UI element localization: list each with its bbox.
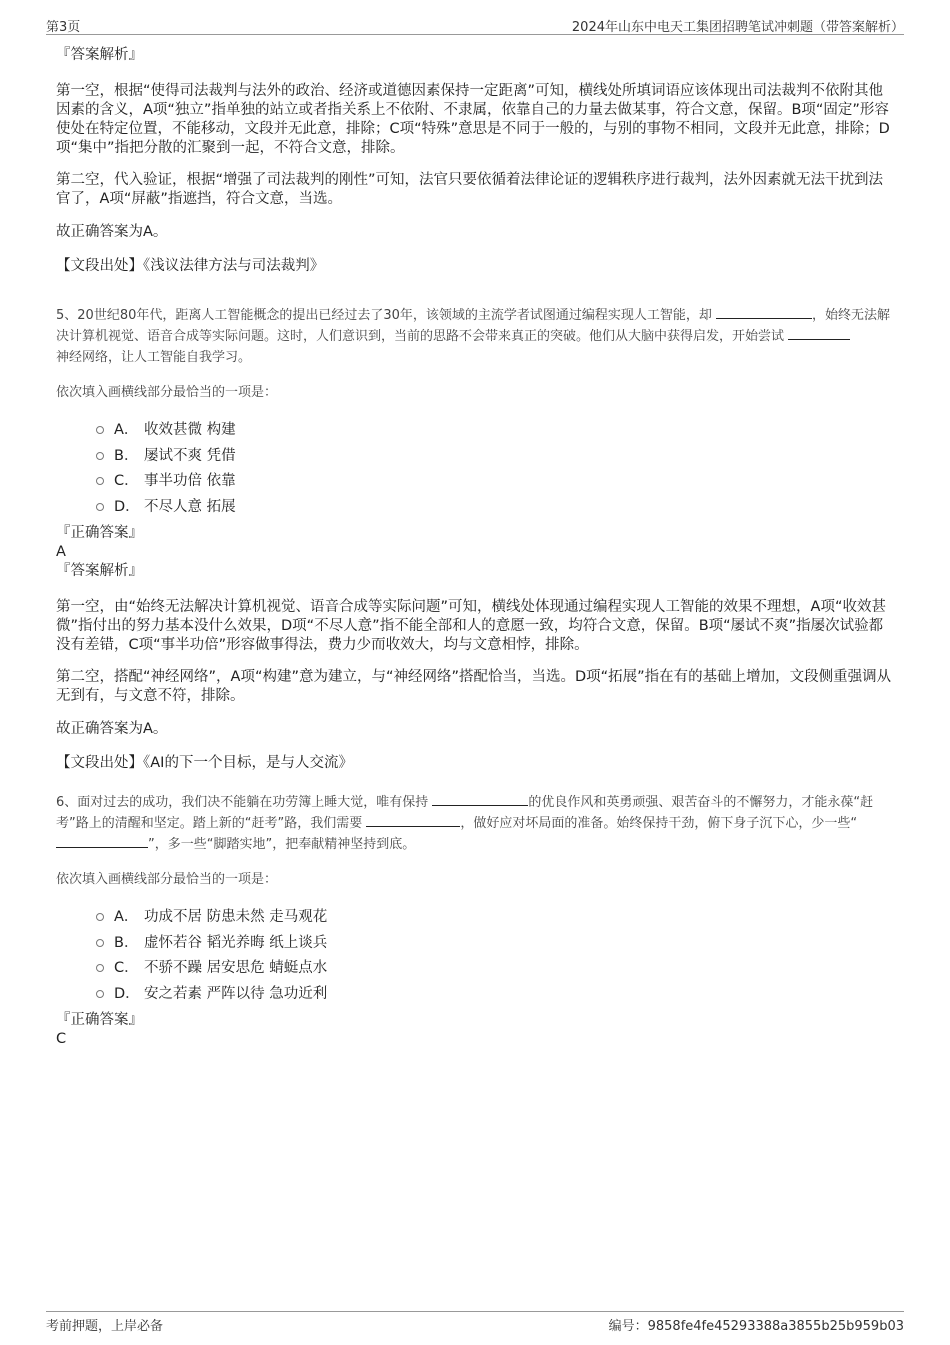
radio-icon[interactable] (96, 913, 104, 921)
options-list (96, 416, 892, 518)
option-d[interactable]: D． 不尽人意 拓展 (96, 493, 892, 519)
page-header (46, 14, 904, 35)
page-footer (46, 1311, 904, 1334)
question-5-stem: 5、20世纪80年代，距离人工智能概念的提出已经过去了30年，该领域的主流学者试图通过编程实现人工智能，却 ，始终无法解决计算机视觉、语音合成等实际问题。这时，人们意识到，当前的思路不会带来真正的突破。他们从大脑中获得启发，开始尝试 神经网络，让人工智能自我学习。 (56, 308, 891, 365)
radio-icon[interactable] (96, 503, 104, 511)
correct-answer: A (56, 544, 66, 560)
option-b[interactable]: B． 屡试不爽 凭借 (96, 442, 892, 468)
question-hint: 依次填入画横线部分最恰当的一项是： (56, 385, 278, 400)
question-hint: 依次填入画横线部分最恰当的一项是： (56, 872, 278, 887)
document-title: 2024年山东中电天工集团招聘笔试冲刺题（带答案解析） (571, 20, 904, 35)
page-number: 第3页 (46, 20, 81, 35)
option-c[interactable]: C． 不骄不躁 居安思危 蜻蜓点水 (96, 954, 892, 980)
options-list (96, 903, 892, 1005)
analysis-paragraph: 第二空，代入验证，根据“增强了司法裁判的刚性”可知，法官只要依循着法律论证的逻辑秩序进行裁判，法外因素就无法干扰到法官了，A项“屏蔽”指遮挡，符合文意，当选。 (56, 172, 884, 207)
analysis-label: 『答案解析』 (56, 47, 143, 63)
correct-answer: C (56, 1031, 67, 1047)
fill-blank (366, 814, 460, 827)
analysis-paragraph: 第一空，由“始终无法解决计算机视觉、语音合成等实际问题”可知，横线处体现通过编程实现人工智能的效果不理想，A项“收效甚微”指付出的努力基本没什么效果，D项“不尽人意”指不能全部和人的意愿一致，均符合文意，保留。B项“屡试不爽”指屡次试验都没有差错，C项“事半功倍”形容做事得法，费力少而收效大，均与文意相悖，排除。 (56, 599, 886, 653)
main-content (56, 46, 892, 1049)
radio-icon[interactable] (96, 939, 104, 947)
radio-icon[interactable] (96, 452, 104, 460)
radio-icon[interactable] (96, 964, 104, 972)
analysis-paragraph: 第二空，搭配“神经网络”，A项“构建”意为建立，与“神经网络”搭配恰当，当选。D项“拓展”指在有的基础上增加，文段侧重强调从无到有，与文意不符，排除。 (56, 669, 892, 704)
option-c[interactable]: C． 事半功倍 依靠 (96, 467, 892, 493)
radio-icon[interactable] (96, 426, 104, 434)
option-a[interactable]: A． 功成不居 防患未然 走马观花 (96, 903, 892, 929)
radio-icon[interactable] (96, 477, 104, 485)
fill-blank (432, 793, 528, 806)
answer-conclusion: 故正确答案为A。 (56, 721, 168, 737)
analysis-paragraph: 第一空，根据“使得司法裁判与法外的政治、经济或道德因素保持一定距离”可知，横线处所填词语应该体现出司法裁判不依附其他因素的含义，A项“独立”指单独的站立或者指关系上不依附、不隶属，依靠自己的力量去做某事，符合文意，保留。B项“固定”形容使处在特定位置，不能移动，文段并无此意，排除；C项“特殊”意思是不同于一般的，与别的事物不相同，文段并无此意，排除；D项“集中”指把分散的汇聚到一起，不符合文意，排除。 (56, 83, 890, 156)
answer-conclusion: 故正确答案为A。 (56, 224, 168, 240)
correct-answer-label: 『正确答案』 (56, 525, 143, 541)
fill-blank (56, 835, 148, 848)
correct-answer-label: 『正确答案』 (56, 1012, 143, 1028)
fill-blank (788, 327, 850, 340)
document-id: 编号：9858fe4fe45293388a3855b25b959b03 (608, 1319, 904, 1334)
option-d[interactable]: D． 安之若素 严阵以待 急功近利 (96, 980, 892, 1006)
source-citation: 【文段出处】《浅议法律方法与司法裁判》 (56, 258, 325, 274)
question-6-stem: 6、面对过去的成功，我们决不能躺在功劳簿上睡大觉，唯有保持 的优良作风和英勇顽强、艰苦奋斗的不懈努力，才能永葆“赶考”路上的清醒和坚定。踏上新的“赶考”路，我们需要 ，做好应对坏局面的准备。始终保持干劲，俯下身子沉下心，少一些“ ”，多一些“脚踏实地”，把奉献精神坚持到底。 (56, 795, 874, 852)
option-a[interactable]: A． 收效甚微 构建 (96, 416, 892, 442)
analysis-label: 『答案解析』 (56, 563, 143, 579)
source-citation: 【文段出处】《AI的下一个目标，是与人交流》 (56, 755, 353, 771)
fill-blank (716, 306, 812, 319)
option-b[interactable]: B． 虚怀若谷 韬光养晦 纸上谈兵 (96, 929, 892, 955)
radio-icon[interactable] (96, 990, 104, 998)
footer-slogan: 考前押题，上岸必备 (46, 1319, 164, 1334)
